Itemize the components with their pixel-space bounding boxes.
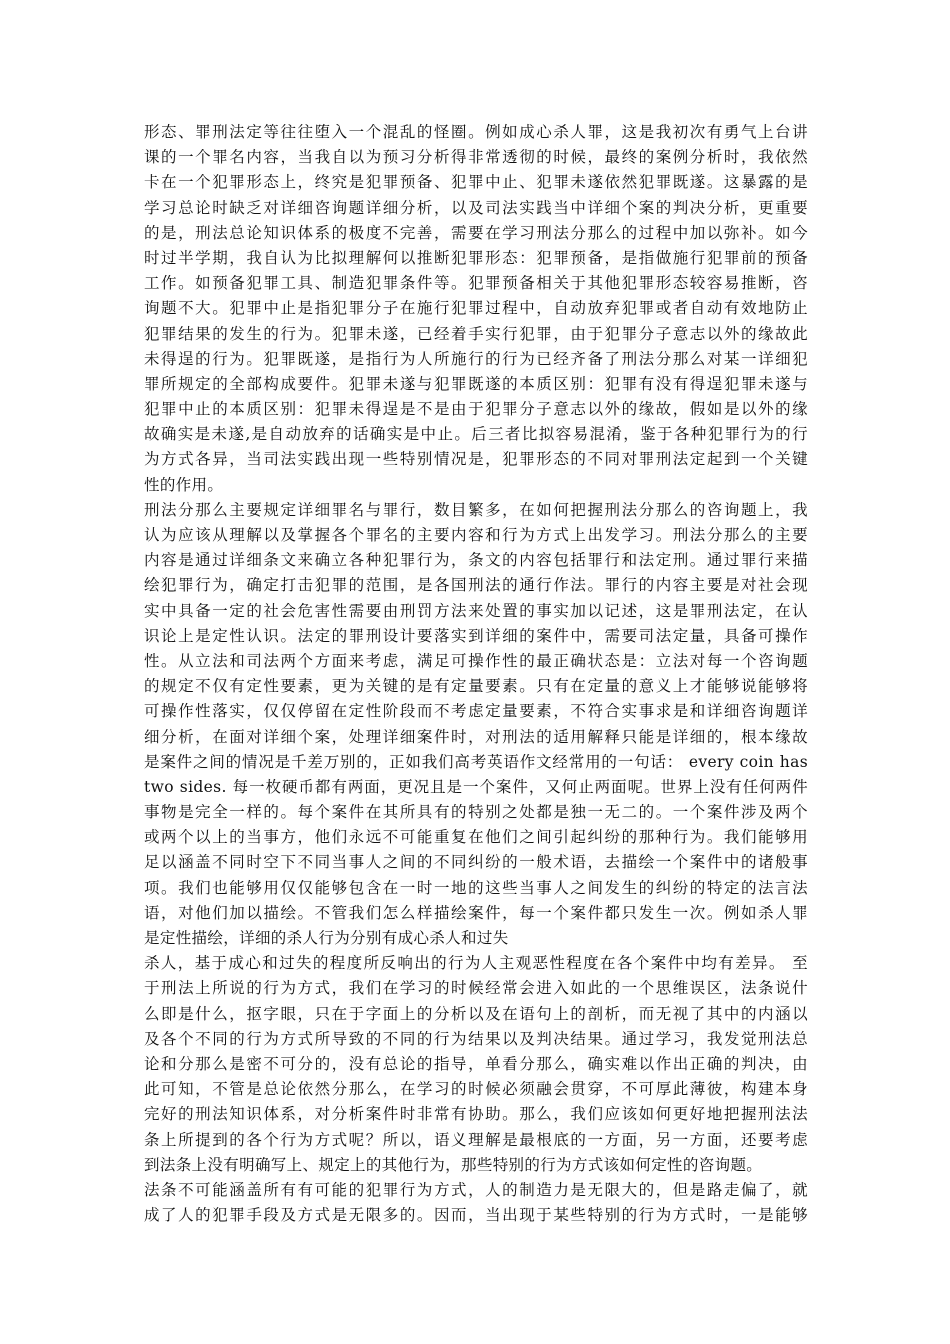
text-line: 是定性描绘，详细的杀人行为分别有成心杀人和过失 xyxy=(144,929,509,947)
text-line: 杀人，基于成心和过失的程度所反响出的行为人主观恶性程度在各个案件中均有差异。 至 xyxy=(144,954,808,973)
text-line: 法条不可能涵盖所有有可能的犯罪行为方式，人的制造力是无限大的，但是路走偏了，就 xyxy=(144,1180,808,1199)
text-line: 可操作性落实，仅仅停留在定性阶段而不考虑定量要素，不符合实事求是和详细咨询题详 xyxy=(144,702,808,721)
text-line: 语，对他们加以描绘。不管我们怎么样描绘案件，每一个案件都只发生一次。例如杀人罪 xyxy=(144,903,808,922)
text-line: 犯罪中止的本质区别：犯罪未得逞是不是由于犯罪分子意志以外的缘故，假如是以外的缘 xyxy=(144,400,808,419)
text-line: 课的一个罪名内容，当我自以为预习分析得非常透彻的时候，最终的案例分析时，我依然 xyxy=(144,148,808,167)
text-line: 询题不大。犯罪中止是指犯罪分子在施行犯罪过程中，自动放弃犯罪或者自动有效地防止 xyxy=(144,299,808,318)
text-line: 是案件之间的情况是千差万别的，正如我们高考英语作文经常用的一句话： every coin has xyxy=(144,752,808,771)
text-line: 识论上是定性认识。法定的罪刑设计要落实到详细的案件中，需要司法定量，具备可操作 xyxy=(144,626,808,645)
text-line: 刑法分那么主要规定详细罪名与罪行，数目繁多，在如何把握刑法分那么的咨询题上，我 xyxy=(144,500,808,519)
text-line: 故确实是未遂,是自动放弃的话确实是中止。后三者比拟容易混淆，鉴于各种犯罪行为的行 xyxy=(144,425,808,444)
text-line: 未得逞的行为。犯罪既遂，是指行为人所施行的行为已经齐备了刑法分那么对某一详细犯 xyxy=(144,349,808,368)
text-line: 或两个以上的当事方，他们永远不可能重复在他们之间引起纠纷的那种行为。我们能够用 xyxy=(144,828,808,847)
text-line: 细分析，在面对详细个案，处理详细案件时，对刑法的适用解释只能是详细的，根本缘故 xyxy=(144,727,808,746)
text-line: 么即是什么，抠字眼，只在于字面上的分析以及在语句上的剖析，而无视了其中的内涵以 xyxy=(144,1004,808,1023)
body-text xyxy=(144,120,808,1228)
text-line: 条上所提到的各个行为方式呢？所以，语义理解是最根底的一方面，另一方面，还要考虑 xyxy=(144,1130,808,1149)
text-line: 于刑法上所说的行为方式，我们在学习的时候经常会进入如此的一个思维误区，法条说什 xyxy=(144,979,808,998)
text-line: 成了人的犯罪手段及方式是无限多的。因而，当出现于某些特别的行为方式时，一是能够 xyxy=(144,1206,808,1225)
text-line: 及各个不同的行为方式所导致的不同的行为结果以及判决结果。通过学习，我发觉刑法总 xyxy=(144,1029,808,1048)
text-line: 事物是完全一样的。每个案件在其所具有的特别之处都是独一无二的。一个案件涉及两个 xyxy=(144,803,808,822)
text-line: 此可知，不管是总论依然分那么，在学习的时候必须融会贯穿，不可厚此薄彼，构建本身 xyxy=(144,1080,808,1099)
text-line: 完好的刑法知识体系，对分析案件时非常有协助。那么，我们应该如何更好地把握刑法法 xyxy=(144,1105,808,1124)
text-line: 的规定不仅有定性要素，更为关键的是有定量要素。只有在定量的意义上才能够说能够将 xyxy=(144,677,808,696)
text-line: 卡在一个犯罪形态上，终究是犯罪预备、犯罪中止、犯罪未遂依然犯罪既遂。这暴露的是 xyxy=(144,173,808,192)
text-line: 实中具备一定的社会危害性需要由刑罚方法来处置的事实加以记述，这是罪刑法定，在认 xyxy=(144,601,808,620)
text-line: 认为应该从理解以及掌握各个罪名的主要内容和行为方式上出发学习。刑法分那么的主要 xyxy=(144,526,808,544)
text-line: 罪所规定的全部构成要件。犯罪未遂与犯罪既遂的本质区别：犯罪有没有得逞犯罪未遂与 xyxy=(144,374,808,393)
text-line: 项。我们也能够用仅仅能够包含在一时一地的这些当事人之间发生的纠纷的特定的法言法 xyxy=(144,878,808,897)
text-line: 形态、罪刑法定等往往堕入一个混乱的怪圈。例如成心杀人罪，这是我初次有勇气上台讲 xyxy=(144,123,808,141)
text-line: 到法条上没有明确写上、规定上的其他行为，那些特别的行为方式该如何定性的咨询题。 xyxy=(144,1155,763,1174)
text-line: 时过半学期，我自认为比拟理解何以推断犯罪形态：犯罪预备，是指做施行犯罪前的预备 xyxy=(144,248,808,267)
text-line: 工作。如预备犯罪工具、制造犯罪条件等。犯罪预备相关于其他犯罪形态较容易推断，咨 xyxy=(144,274,808,293)
text-line: 学习总论时缺乏对详细咨询题详细分析，以及司法实践当中详细个案的判决分析，更重要 xyxy=(144,198,808,217)
text-line: 的是，刑法总论知识体系的极度不完善，需要在学习刑法分那么的过程中加以弥补。如今 xyxy=(144,223,808,242)
text-line: 论和分那么是密不可分的，没有总论的指导，单看分那么，确实难以作出正确的判决，由 xyxy=(144,1054,808,1073)
text-line: 足以涵盖不同时空下不同当事人之间的不同纠纷的一般术语，去描绘一个案件中的诸般事 xyxy=(144,853,808,872)
text-line: 性的作用。 xyxy=(144,475,224,494)
text-line: two sides. 每一枚硬币都有两面，更况且是一个案件，又何止两面呢。世界上没有任何两件 xyxy=(144,777,808,796)
text-line: 绘犯罪行为，确定打击犯罪的范围，是各国刑法的通行作法。罪行的内容主要是对社会现 xyxy=(144,576,808,595)
text-line: 性。从立法和司法两个方面来考虑，满足可操作性的最正确状态是：立法对每一个咨询题 xyxy=(144,651,808,670)
text-line: 为方式各异，当司法实践出现一些特别情况是，犯罪形态的不同对罪刑法定起到一个关键 xyxy=(144,450,808,469)
text-line: 内容是通过详细条文来确立各种犯罪行为，条文的内容包括罪行和法定刑。通过罪行来描 xyxy=(144,551,808,570)
text-line: 犯罪结果的发生的行为。犯罪未遂，已经着手实行犯罪，由于犯罪分子意志以外的缘故此 xyxy=(144,324,808,343)
